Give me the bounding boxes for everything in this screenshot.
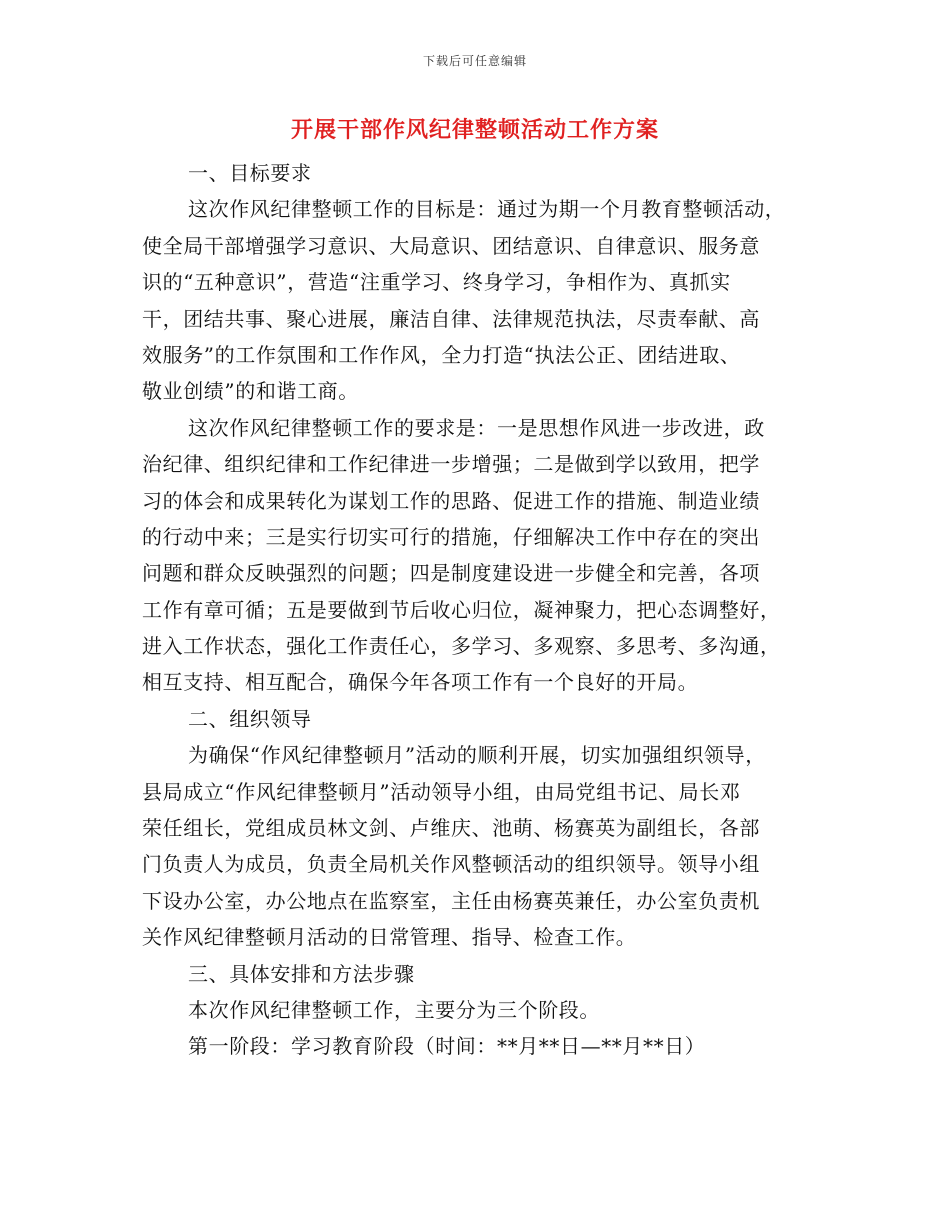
paragraph-line: 县局成立“作风纪律整顿月”活动领导小组，由局党组书记、局长邓 — [142, 779, 741, 804]
section-heading-arrangements: 三、具体安排和方法步骤 — [188, 961, 415, 986]
paragraph-line: 效服务”的工作氛围和工作作风，全力打造“执法公正、团结进取、 — [142, 342, 741, 367]
paragraph-line: 这次作风纪律整顿工作的目标是：通过为期一个月教育整顿活动， — [188, 197, 786, 222]
paragraph-line: 荣任组长，党组成员林文剑、卢维庆、池萌、杨赛英为副组长，各部 — [142, 816, 760, 841]
stage-one-heading: 第一阶段：学习教育阶段（时间：**月**日—**月**日） — [188, 1034, 706, 1059]
document-title: 开展干部作风纪律整顿活动工作方案 — [290, 117, 659, 143]
paragraph-line: 下设办公室，办公地点在监察室，主任由杨赛英兼任，办公室负责机 — [142, 888, 760, 913]
paragraph-line: 敬业创绩”的和谐工商。 — [142, 379, 359, 404]
paragraph-line: 干，团结共事、聚心进展，廉洁自律、法律规范执法，尽责奉献、高 — [142, 306, 760, 331]
paragraph-line: 为确保“作风纪律整顿月”活动的顺利开展，切实加强组织领导， — [188, 743, 766, 768]
document-body — [142, 155, 808, 1065]
paragraph-line: 治纪律、组织纪律和工作纪律进一步增强；二是做到学以致用，把学 — [142, 452, 760, 477]
paragraph-line: 本次作风纪律整顿工作，主要分为三个阶段。 — [188, 997, 600, 1022]
paragraph-line: 这次作风纪律整顿工作的要求是：一是思想作风进一步改进，政 — [188, 415, 765, 440]
paragraph-line: 关作风纪律整顿月活动的日常管理、指导、检查工作。 — [142, 925, 637, 950]
paragraph-line: 识的“五种意识”，营造“注重学习、终身学习，争相作为、真抓实 — [142, 270, 731, 295]
paragraph-line: 相互支持、相互配合，确保今年各项工作有一个良好的开局。 — [142, 670, 699, 695]
section-heading-goals: 一、目标要求 — [188, 161, 312, 185]
paragraph-line: 门负责人为成员，负责全局机关作风整顿活动的组织领导。领导小组 — [142, 852, 760, 877]
section-heading-organization: 二、组织领导 — [188, 706, 312, 731]
paragraph-line: 进入工作状态，强化工作责任心，多学习、多观察、多思考、多沟通， — [142, 634, 781, 659]
paragraph-line: 问题和群众反映强烈的问题；四是制度建设进一步健全和完善，各项 — [142, 561, 760, 586]
paragraph-line: 工作有章可循；五是要做到节后收心归位，凝神聚力，把心态调整好， — [142, 597, 781, 622]
paragraph-line: 使全局干部增强学习意识、大局意识、团结意识、自律意识、服务意 — [142, 233, 760, 258]
paragraph-line: 习的体会和成果转化为谋划工作的思路、促进工作的措施、制造业绩 — [142, 488, 760, 513]
header-note: 下载后可任意编辑 — [422, 54, 527, 68]
paragraph-line: 的行动中来；三是实行切实可行的措施，仔细解决工作中存在的突出 — [142, 524, 760, 549]
